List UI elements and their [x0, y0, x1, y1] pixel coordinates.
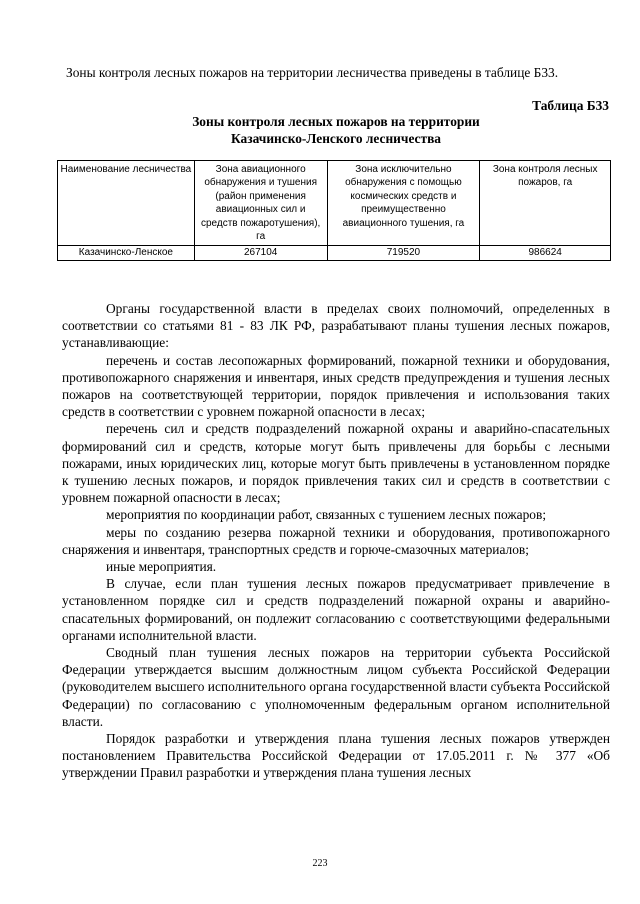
paragraph-list-item: мероприятия по координации работ, связанных с тушением лесных пожаров; [106, 507, 547, 523]
table-title-line-2: Казачинско-Ленского лесничества [231, 130, 441, 146]
header-space-detection-zone: Зона исключительно обнаружения с помощью космических средств и преимущественно авиационного тушения, га [327, 161, 480, 246]
cell-aviation-zone: 267104 [194, 246, 327, 260]
table-row [58, 246, 611, 260]
cell-space-detection-zone: 719520 [327, 246, 480, 260]
body-text [62, 300, 610, 782]
cell-control-zone: 986624 [480, 246, 611, 260]
paragraph-list-item: перечень и состав лесопожарных формирований, пожарной техники и оборудования, противопожарного снаряжения и инвентаря, иных средств предупреждения и тушения лесных пожаров на соответствующей территории, порядок привлечения и использования таких средств в соответствии с уровнем пожарной опасности в лесах; [62, 352, 610, 420]
forest-fire-zones-table [57, 160, 611, 261]
table-title-line-1: Зоны контроля лесных пожаров на территории [192, 114, 480, 129]
paragraph-plans-intro: Органы государственной власти в пределах своих полномочий, определенных в соответствии со статьями 81 - 83 ЛК РФ, разрабатывают планы тушения лесных пожаров, устанавливающие: [62, 301, 610, 351]
paragraph-list-item: иные мероприятия. [106, 559, 217, 575]
paragraph-procedure: Порядок разработки и утверждения плана тушения лесных пожаров утвержден постановлением Правительства Российской Федерации от 17.05.2011 г. № 377 «Об утверждении Правил разработки и утверждения плана тушения лесных [62, 731, 610, 781]
paragraph-list-item: меры по созданию резерва пожарной техники и оборудования, противопожарного снаряжения и инвентаря, транспортных средств и горюче-смазочных материалов; [62, 524, 610, 557]
intro-paragraph: Зоны контроля лесных пожаров на территории лесничества приведены в таблице Б33. [66, 65, 559, 80]
header-aviation-zone: Зона авиационного обнаружения и тушения (район применения авиационных сил и средств пожаротушения), га [194, 161, 327, 246]
table-title [62, 114, 610, 147]
cell-forestry-name: Казачинско-Ленское [58, 246, 195, 260]
paragraph-list-item: перечень сил и средств подразделений пожарной охраны и аварийно-спасательных формирований сил и средств, которые могут быть привлечены для борьбы с лесными пожарами, иных юридических лиц, которые могут быть привлечены в установленном порядке к тушению лесных пожаров, и порядок привлечения таких сил и средств в соответствии с уровнем пожарной опасности в лесах; [62, 421, 610, 506]
table-header-row [58, 161, 611, 246]
table-label: Таблица Б33 [532, 98, 609, 113]
header-forestry-name: Наименование лесничества [58, 161, 195, 246]
header-control-zone: Зона контроля лесных пожаров, га [480, 161, 611, 246]
page-number: 223 [312, 858, 328, 869]
paragraph-coordination: В случае, если план тушения лесных пожаров предусматривает привлечение в установленном порядке сил и средств подразделений пожарной охраны и аварийно-спасательных формирований, он подлежит согласованию с соответствующими федеральными органами исполнительной власти. [62, 576, 610, 643]
paragraph-consolidated-plan: Сводный план тушения лесных пожаров на территории субъекта Российской Федерации утверждается высшим должностным лицом субъекта Российской Федерации (руководителем высшего исполнительного органа государственной власти субъекта Российской Федерации) по согласованию с уполномоченным федеральным органом исполнительной власти. [62, 645, 610, 729]
